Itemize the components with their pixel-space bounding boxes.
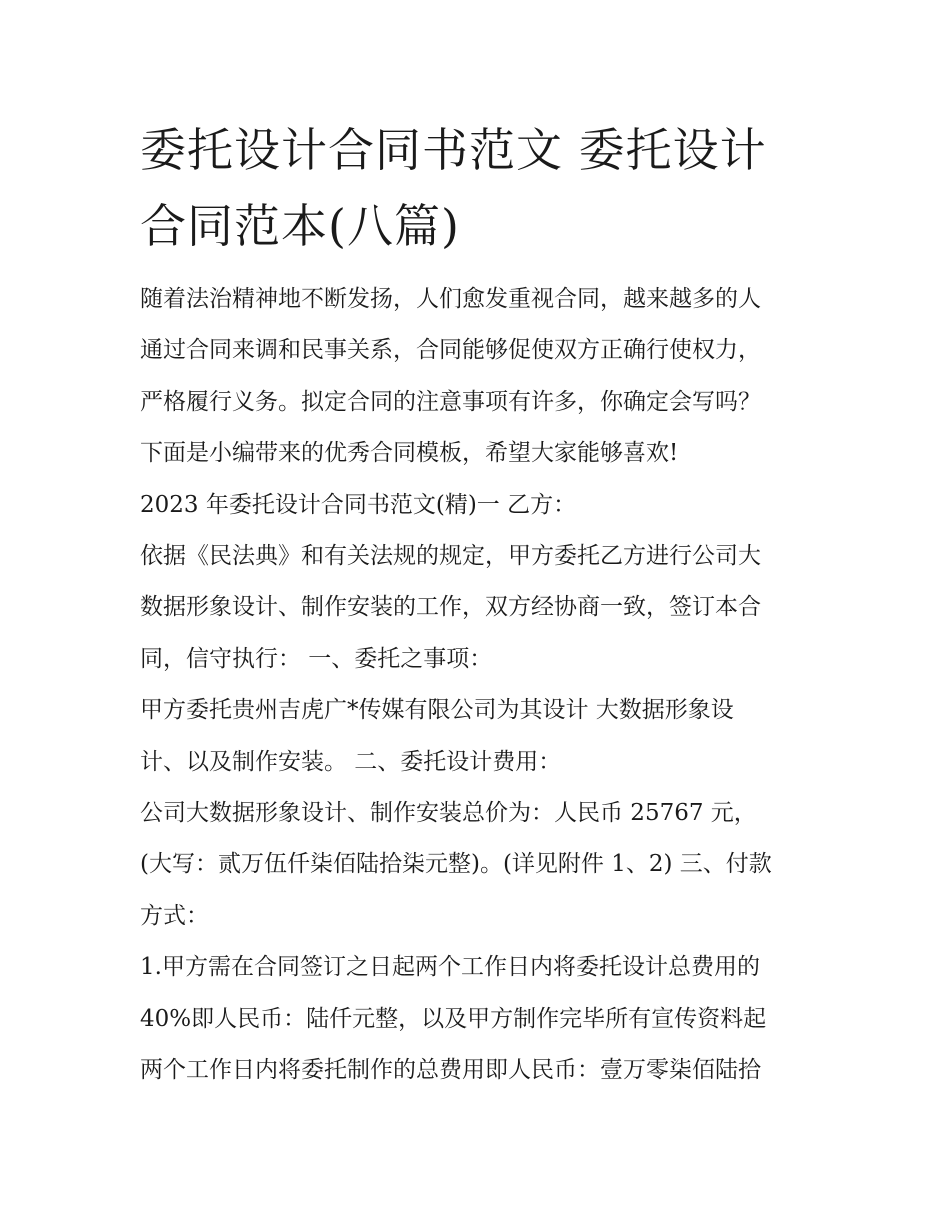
paragraph-line: 2023 年委托设计合同书范文(精)一 乙方： (140, 491, 577, 518)
paragraph-line: 下面是小编带来的优秀合同模板，希望大家能够喜欢! (140, 440, 679, 467)
paragraph-line: 依据《民法典》和有关法规的规定，甲方委托乙方进行公司大 (140, 543, 761, 570)
paragraph-line: 通过合同来调和民事关系，合同能够促使双方正确行使权力， (140, 337, 761, 364)
paragraph-line: 严格履行义务。拟定合同的注意事项有许多，你确定会写吗？ (140, 388, 761, 415)
paragraph-line: 甲方委托贵州吉虎广*传媒有限公司为其设计 大数据形象设 (140, 697, 734, 724)
title-line: 合同范本(八篇) (140, 199, 460, 253)
paragraph-line: 同，信守执行： 一、委托之事项： (140, 645, 493, 672)
paragraph-line: 1.甲方需在合同签订之日起两个工作日内将委托设计总费用的 (140, 954, 760, 981)
paragraph-line: 随着法治精神地不断发扬，人们愈发重视合同，越来越多的人 (140, 286, 761, 312)
paragraph-line: 公司大数据形象设计、制作安装总价为：人民币 25767 元， (140, 800, 757, 827)
paragraph-line: 数据形象设计、制作安装的工作，双方经协商一致，签订本合 (140, 594, 761, 621)
title-line: 委托设计合同书范文 委托设计 (140, 123, 767, 177)
document-title (140, 112, 820, 264)
paragraph-line: 计、以及制作安装。 二、委托设计费用： (140, 748, 562, 775)
paragraph-line: (大写：贰万伍仟柒佰陆拾柒元整)。(详见附件 1、2) 三、付款 (140, 851, 772, 878)
document-body (140, 274, 820, 1097)
paragraph-line: 两个工作日内将委托制作的总费用即人民币：壹万零柒佰陆拾 (140, 1057, 761, 1084)
paragraph-line: 方式： (140, 902, 209, 929)
document-content (140, 112, 820, 1097)
paragraph-line: 40%即人民币：陆仟元整，以及甲方制作完毕所有宣传资料起 (140, 1005, 767, 1032)
